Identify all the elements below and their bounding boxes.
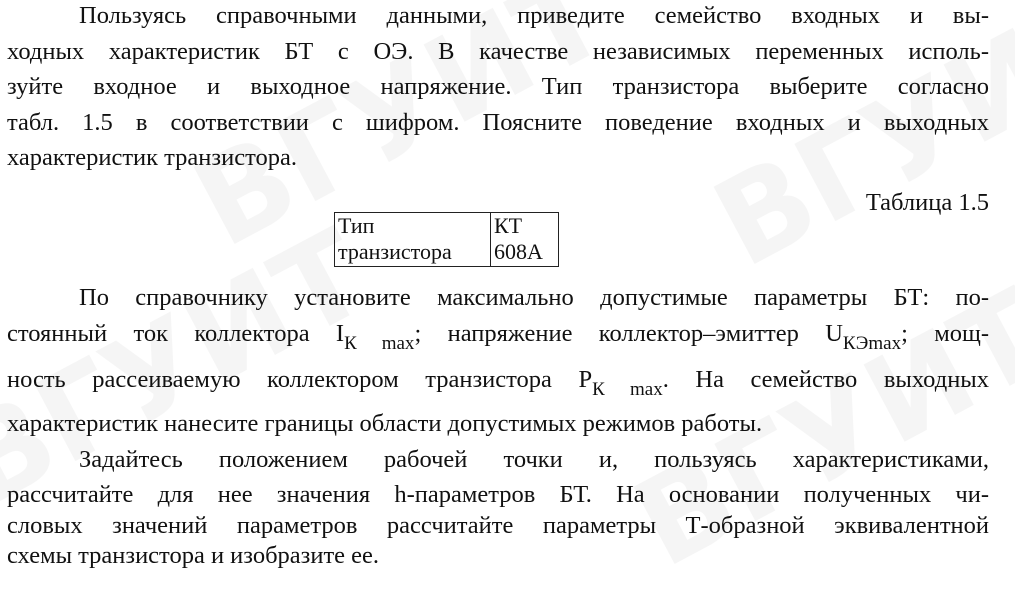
paragraph-3-line-2: рассчитайте для нее значения h-параметров БТ. На основании полученных чи- <box>7 481 989 508</box>
text-run: ; мощ- <box>901 320 990 347</box>
table-cell-type-label <box>335 213 491 267</box>
paragraph-2-line-1: По справочнику установите максимально допустимые параметры БТ: по- <box>79 284 989 311</box>
subscript-pk-max: К max <box>592 379 663 400</box>
table-row <box>335 213 559 267</box>
table-cell-text: КТ <box>494 213 523 238</box>
table-cell-type-value <box>491 213 559 267</box>
text-run: ; напряжение коллектор–эмиттер U <box>414 320 843 347</box>
transistor-type-table <box>334 212 559 267</box>
table-caption: Таблица 1.5 <box>865 189 989 216</box>
paragraph-1-line-2: ходных характеристик БТ с ОЭ. В качестве независимых переменных исполь- <box>7 38 989 65</box>
table-cell-text: 608А <box>494 239 543 265</box>
table-cell-text: транзистора <box>338 239 452 265</box>
paragraph-2-line-4: характеристик нанесите границы области допустимых режимов работы. <box>7 410 763 437</box>
subscript-ik-max: К max <box>344 333 415 354</box>
paragraph-1-line-4: табл. 1.5 в соответствии с шифром. Поясните поведение входных и выходных <box>7 109 989 136</box>
text-run: . На семейство выходных <box>662 366 990 393</box>
paragraph-3-line-3: словых значений параметров рассчитайте параметры Т-образной эквивалентной <box>7 512 989 539</box>
paragraph-1-line-3: зуйте входное и выходное напряжение. Тип транзистора выберите согласно <box>7 73 989 100</box>
table-cell-text: Тип <box>338 213 375 238</box>
text-run: стоянный ток коллектора I <box>7 320 345 347</box>
paragraph-2-line-2 <box>7 320 990 354</box>
paragraph-1-line-1: Пользуясь справочными данными, приведите семейство входных и вы- <box>79 2 989 29</box>
paragraph-1-line-5: характеристик транзистора. <box>7 144 297 171</box>
paragraph-3-line-1: Задайтесь положением рабочей точки и, пользуясь характеристиками, <box>79 446 989 473</box>
subscript-uke-max: КЭmax <box>842 333 902 354</box>
text-run: ность рассеиваемую коллектором транзистора P <box>7 366 593 393</box>
paragraph-3-line-4: схемы транзистора и изобразите ее. <box>7 542 380 569</box>
paragraph-2-line-3 <box>7 366 990 400</box>
